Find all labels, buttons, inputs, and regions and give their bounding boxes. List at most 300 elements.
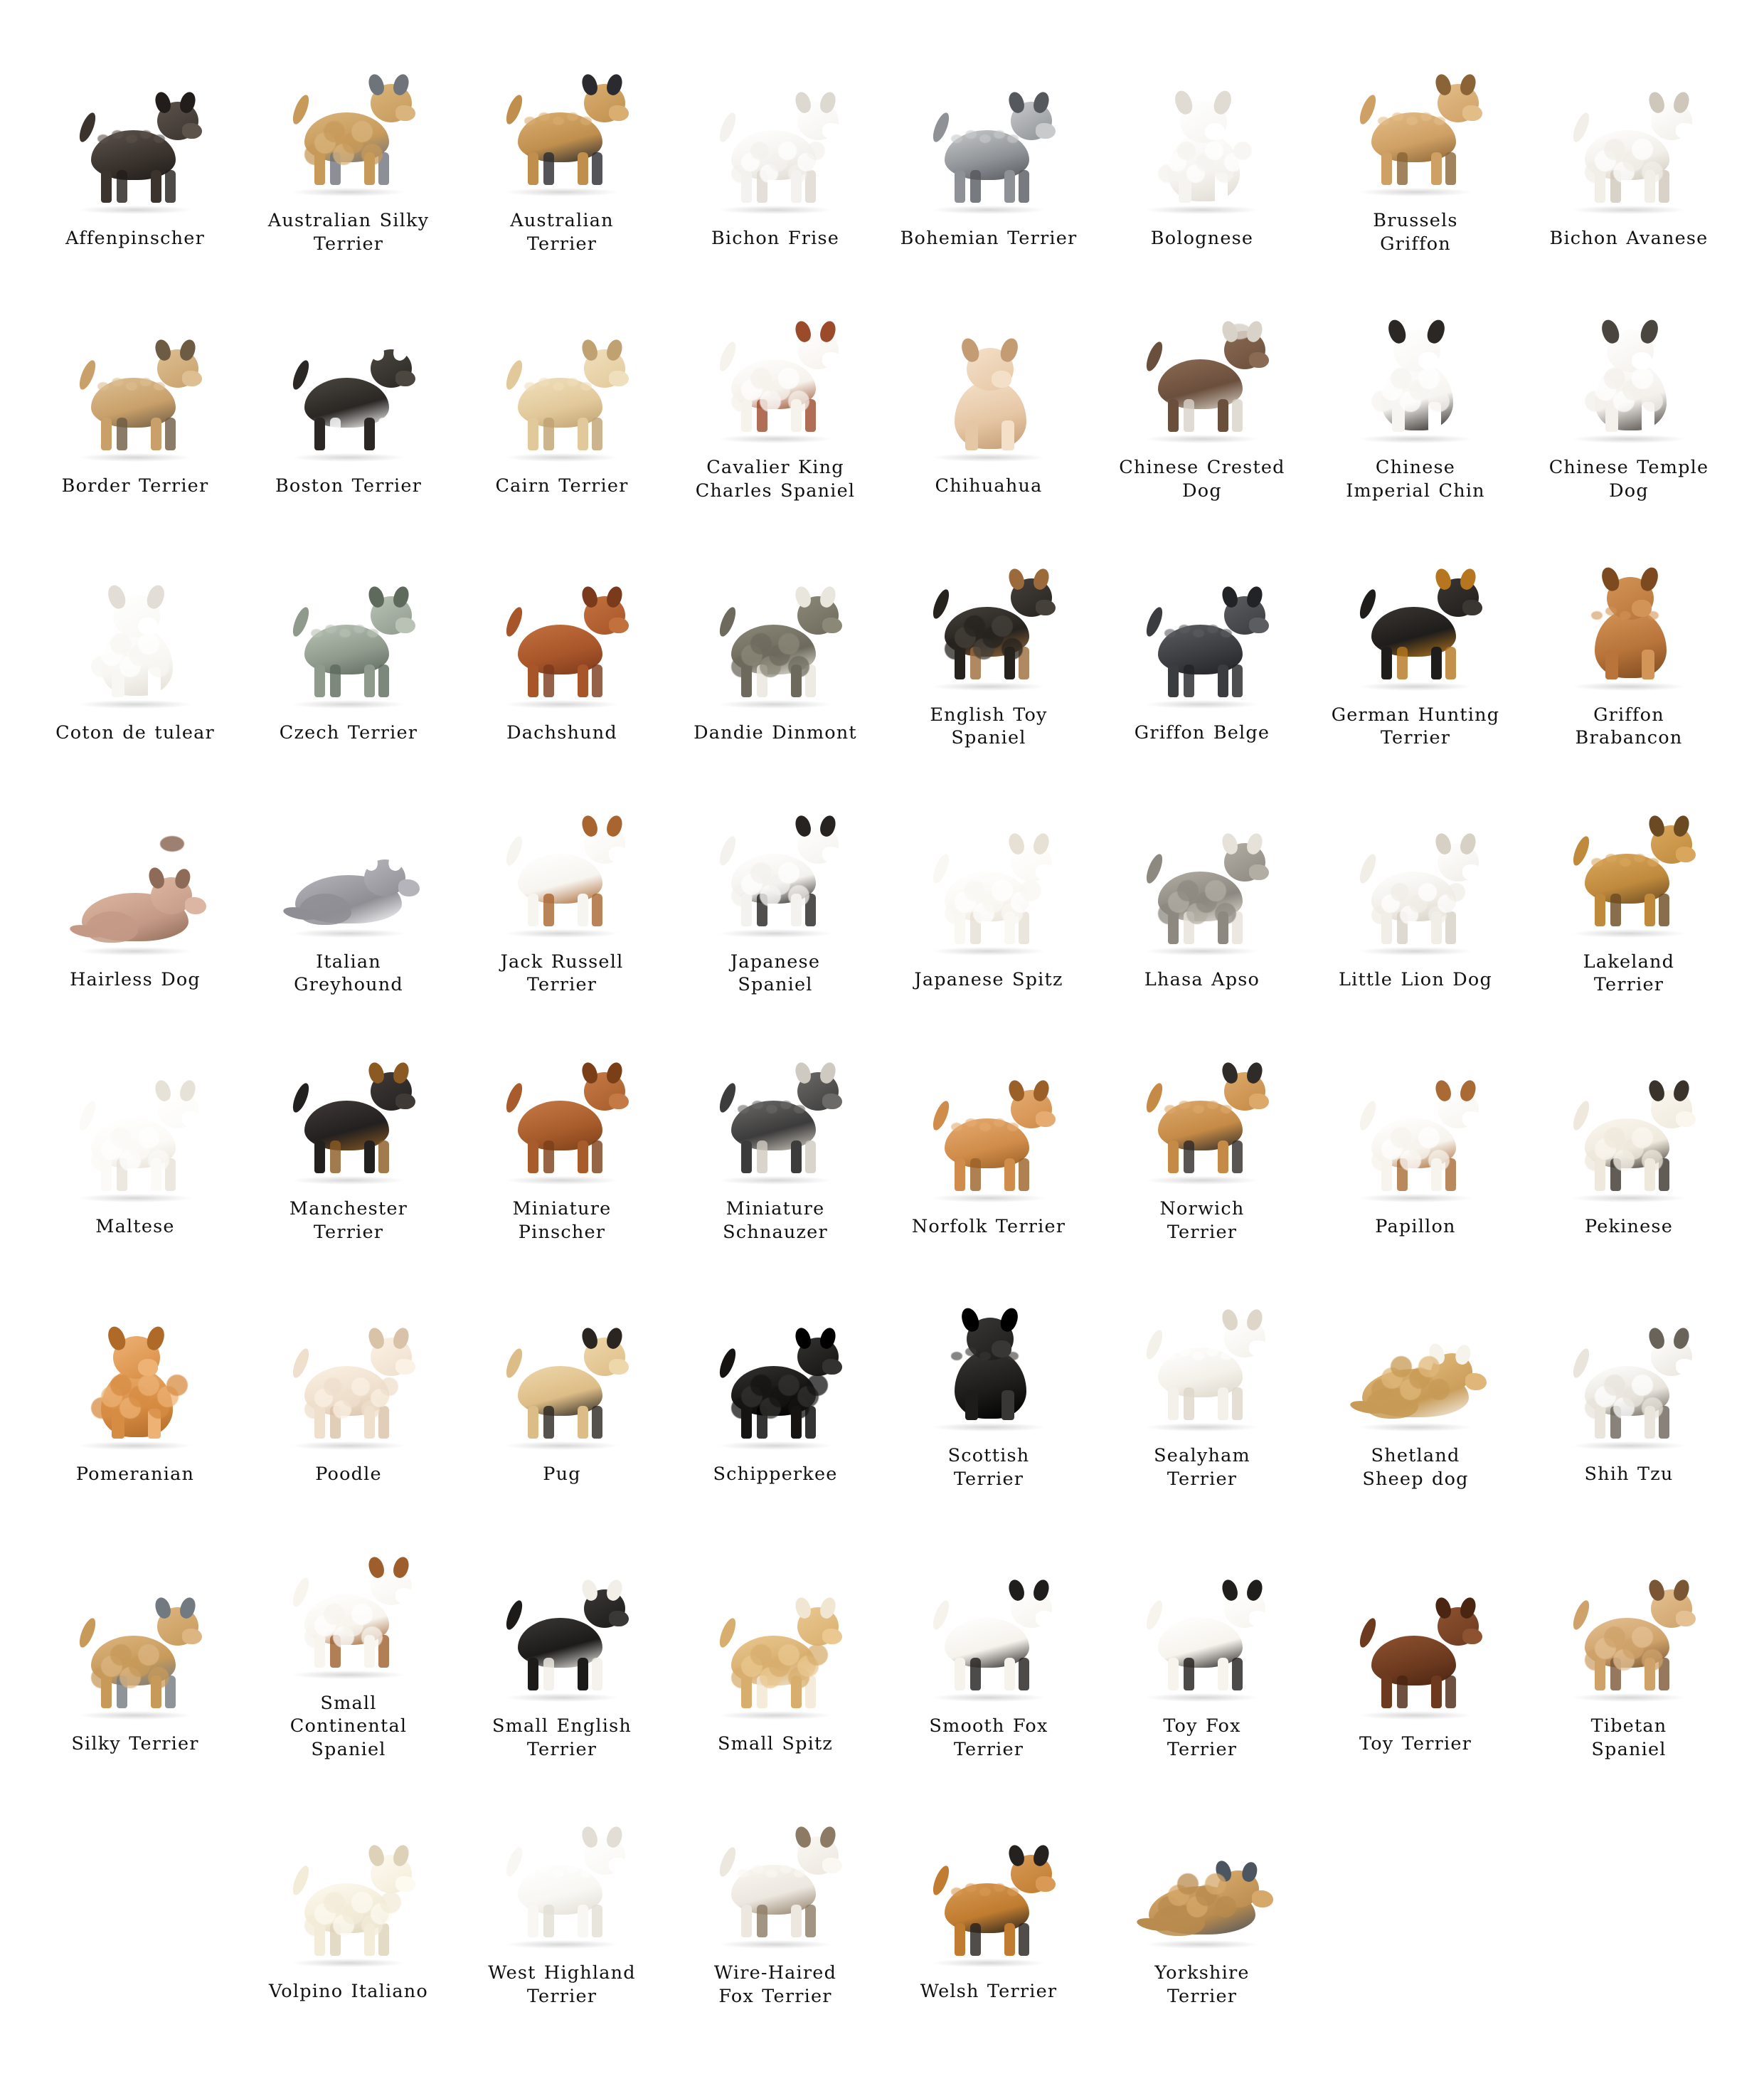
breed-image (886, 1256, 1091, 1434)
breed-label: Japanese Spaniel (730, 951, 821, 996)
breed-row (28, 21, 1736, 268)
ground-shadow (79, 1711, 191, 1720)
breed-label: Manchester Terrier (289, 1198, 408, 1243)
ground-shadow (79, 700, 191, 709)
breed-image (886, 1027, 1091, 1205)
breed-label: Chinese Crested Dog (1119, 457, 1285, 502)
breed-cell (669, 268, 882, 515)
dog-photo (1337, 1042, 1494, 1205)
breed-cell (1309, 1256, 1522, 1503)
breed-image (33, 780, 238, 958)
dog-photo (484, 548, 640, 711)
breed-image (33, 1027, 238, 1205)
breed-image (1313, 516, 1518, 694)
dog-photo (1551, 282, 1707, 446)
breed-image (1526, 763, 1731, 941)
dog-photo (697, 548, 854, 711)
dog-photo (1124, 548, 1280, 711)
dog-photo (270, 1024, 427, 1187)
breed-label: Lhasa Apso (1144, 969, 1260, 990)
breed-image (246, 1275, 451, 1453)
breed-cell (1522, 516, 1736, 763)
dog-photo (697, 1788, 854, 1952)
breed-cell (1095, 1774, 1309, 2021)
dog-photo (697, 53, 854, 217)
dog-photo (1551, 1541, 1707, 1705)
breed-image (1526, 1027, 1731, 1205)
dog-photo (57, 548, 213, 711)
breed-image (886, 39, 1091, 217)
breed-cell (455, 763, 669, 1010)
ground-shadow (1573, 929, 1685, 938)
breed-label: Yorkshire Terrier (1154, 1962, 1250, 2007)
breed-image (886, 1527, 1091, 1705)
breed-cell (28, 1010, 242, 1256)
ground-shadow (1359, 947, 1472, 956)
ground-shadow (719, 1940, 831, 1949)
breed-label: Pomeranian (75, 1463, 195, 1485)
breed-image (1313, 1027, 1518, 1205)
breed-label: Dachshund (506, 721, 617, 743)
breed-cell (242, 1010, 455, 1256)
breed-image (673, 1010, 878, 1187)
breed-cell (1095, 516, 1309, 763)
ground-shadow (1573, 1693, 1685, 1702)
breed-image (1526, 268, 1731, 446)
breed-label: Italian Greyhound (294, 951, 403, 996)
dog-photo (484, 301, 640, 465)
dog-photo (1124, 1271, 1280, 1434)
breed-cell (669, 516, 882, 763)
breed-row (28, 763, 1736, 1010)
breed-image (1313, 1545, 1518, 1722)
breed-image (459, 1275, 664, 1453)
breed-label: Hairless Dog (70, 969, 201, 990)
breed-cell (1095, 1504, 1309, 1774)
breed-cell (882, 1504, 1095, 1774)
breed-cell (1309, 268, 1522, 515)
breed-image (246, 287, 451, 465)
ground-shadow (292, 700, 405, 709)
breed-cell (242, 1774, 455, 2021)
breed-image (1100, 534, 1305, 711)
breed-cell (1522, 21, 1736, 268)
dog-photo (1337, 795, 1494, 958)
ground-shadow (79, 453, 191, 462)
breed-label: Wire-Haired Fox Terrier (713, 1962, 837, 2007)
breed-image (459, 1527, 664, 1705)
breed-label: Bichon Avanese (1549, 228, 1709, 250)
breed-cell (669, 1504, 882, 1774)
ground-shadow (1359, 1711, 1472, 1720)
dog-photo (484, 777, 640, 941)
dog-photo (910, 1042, 1067, 1205)
dog-photo (270, 1806, 427, 1970)
breed-image (459, 1010, 664, 1187)
dog-photo (57, 1289, 213, 1453)
breed-cell (669, 21, 882, 268)
breed-image (673, 1545, 878, 1722)
breed-image (246, 763, 451, 941)
breed-label: German Hunting Terrier (1331, 704, 1500, 749)
breed-row (28, 1504, 1736, 1774)
breed-label: Chinese Imperial Chin (1346, 457, 1485, 502)
breed-row (28, 1256, 1736, 1503)
ground-shadow (719, 1176, 831, 1185)
breed-label: Maltese (95, 1216, 175, 1238)
breed-image (1313, 780, 1518, 958)
dog-photo (270, 548, 427, 711)
ground-shadow (1573, 435, 1685, 443)
breed-cell (242, 763, 455, 1010)
breed-cell (1095, 1010, 1309, 1256)
ground-shadow (1573, 1194, 1685, 1202)
breed-image (246, 1792, 451, 1970)
breed-image (886, 516, 1091, 694)
ground-shadow (506, 929, 618, 938)
breed-label: Dandie Dinmont (694, 721, 857, 743)
breed-cell (242, 268, 455, 515)
dog-photo (57, 1042, 213, 1205)
breed-image (246, 534, 451, 711)
ground-shadow (506, 1693, 618, 1702)
breed-cell (1522, 1256, 1736, 1503)
ground-shadow (1146, 1176, 1258, 1185)
ground-shadow (292, 453, 405, 462)
dog-photo (1337, 530, 1494, 694)
breed-cell (242, 1504, 455, 1774)
breed-label: Bolognese (1150, 228, 1254, 250)
breed-row (28, 1010, 1736, 1256)
ground-shadow (1146, 435, 1258, 443)
breed-label: Shih Tzu (1584, 1463, 1674, 1485)
breed-image (673, 39, 878, 217)
dog-photo (910, 1806, 1067, 1970)
breed-label: Australian Silky Terrier (267, 210, 430, 255)
dog-photo (484, 1289, 640, 1453)
breed-cell (1095, 763, 1309, 1010)
dog-photo (1337, 282, 1494, 446)
breed-image (246, 21, 451, 199)
breed-label: Border Terrier (61, 475, 209, 497)
ground-shadow (1573, 682, 1685, 691)
breed-label: Welsh Terrier (920, 1980, 1058, 2002)
breed-image (33, 39, 238, 217)
dog-photo (697, 282, 854, 446)
breed-label: Papillon (1375, 1216, 1456, 1238)
dog-photo (910, 530, 1067, 694)
ground-shadow (292, 1671, 405, 1679)
breed-image (246, 1010, 451, 1187)
breed-cell (28, 1504, 242, 1774)
breed-label: Sealyham Terrier (1154, 1445, 1250, 1490)
ground-shadow (292, 188, 405, 196)
ground-shadow (1146, 947, 1258, 956)
breed-label: West Highland Terrier (488, 1962, 636, 2007)
dog-photo (484, 1788, 640, 1952)
breed-cell (242, 516, 455, 763)
breed-cell (455, 1256, 669, 1503)
ground-shadow (506, 1176, 618, 1185)
breed-image (459, 534, 664, 711)
breed-label: Japanese Spitz (914, 969, 1063, 990)
breed-image (1313, 21, 1518, 199)
breed-image (246, 1504, 451, 1682)
ground-shadow (933, 1423, 1045, 1431)
breed-label: Griffon Belge (1134, 721, 1270, 743)
dog-photo (484, 1024, 640, 1187)
dog-photo (57, 53, 213, 217)
breed-cell (455, 1774, 669, 2021)
breed-cell (1522, 1010, 1736, 1256)
breed-cell (669, 1774, 882, 2021)
breed-cell (28, 516, 242, 763)
ground-shadow (719, 1441, 831, 1450)
breed-image (886, 780, 1091, 958)
ground-shadow (933, 1693, 1045, 1702)
breed-cell (455, 21, 669, 268)
dog-photo (270, 777, 427, 941)
dog-photo (697, 1289, 854, 1453)
breed-cell (669, 763, 882, 1010)
ground-shadow (79, 206, 191, 214)
dog-photo (1124, 795, 1280, 958)
ground-shadow (292, 929, 405, 938)
ground-shadow (79, 947, 191, 956)
ground-shadow (719, 1711, 831, 1720)
ground-shadow (719, 435, 831, 443)
breed-cell (882, 516, 1095, 763)
breed-cell (882, 1256, 1095, 1503)
breed-image (459, 21, 664, 199)
breed-cell (882, 268, 1095, 515)
breed-cell (1095, 268, 1309, 515)
ground-shadow (933, 1959, 1045, 1967)
breed-label: Chinese Temple Dog (1548, 457, 1709, 502)
ground-shadow (933, 206, 1045, 214)
ground-shadow (292, 1959, 405, 1967)
breed-cell (1522, 1504, 1736, 1774)
breed-label: Tibetan Spaniel (1590, 1715, 1667, 1760)
breed-label: Norwich Terrier (1159, 1198, 1245, 1243)
ground-shadow (933, 1194, 1045, 1202)
breed-image (1313, 1256, 1518, 1434)
breed-label: Miniature Schnauzer (723, 1198, 828, 1243)
breed-row (28, 516, 1736, 763)
ground-shadow (1359, 682, 1472, 691)
breed-label: Small Continental Spaniel (289, 1692, 408, 1760)
ground-shadow (933, 682, 1045, 691)
ground-shadow (506, 1441, 618, 1450)
breed-label: Smooth Fox Terrier (929, 1715, 1048, 1760)
breed-label: Poodle (315, 1463, 382, 1485)
breed-image (1100, 39, 1305, 217)
dog-photo (1124, 282, 1280, 446)
breed-image (1100, 268, 1305, 446)
breed-cell (1309, 1010, 1522, 1256)
breed-label: Australian Terrier (510, 210, 614, 255)
ground-shadow (1146, 1940, 1258, 1949)
breed-cell (242, 21, 455, 268)
breed-cell (1095, 1256, 1309, 1503)
breed-label: Cairn Terrier (495, 475, 629, 497)
dog-photo (1337, 1559, 1494, 1722)
breed-cell (882, 763, 1095, 1010)
dog-photo (910, 301, 1067, 465)
dog-photo (1551, 1042, 1707, 1205)
dog-photo (697, 777, 854, 941)
breed-cell (28, 21, 242, 268)
breed-image (1526, 1275, 1731, 1453)
breed-label: Affenpinscher (65, 228, 205, 250)
breed-label: Coton de tulear (55, 721, 215, 743)
breed-image (673, 268, 878, 446)
breed-label: Shetland Sheep dog (1362, 1445, 1469, 1490)
dog-photo (270, 36, 427, 199)
breed-label: Griffon Brabancon (1575, 704, 1683, 749)
breed-cell (242, 1256, 455, 1503)
breed-image (1100, 1256, 1305, 1434)
breed-label: Small Spitz (717, 1733, 834, 1755)
breed-image (1100, 780, 1305, 958)
breed-image (1100, 1010, 1305, 1187)
breed-image (33, 534, 238, 711)
breed-label: Volpino Italiano (269, 1980, 428, 2002)
breed-label: Norfolk Terrier (911, 1216, 1066, 1238)
ground-shadow (1359, 435, 1472, 443)
breed-row (28, 1774, 1736, 2021)
ground-shadow (1359, 1423, 1472, 1431)
breed-label: Miniature Pinscher (512, 1198, 612, 1243)
breed-label: English Toy Spaniel (930, 704, 1048, 749)
breed-label: Pekinese (1584, 1216, 1673, 1238)
dog-photo (1124, 1541, 1280, 1705)
ground-shadow (506, 188, 618, 196)
breed-image (459, 287, 664, 465)
dog-photo (697, 1559, 854, 1722)
breed-label: Cavalier King Charles Spaniel (695, 457, 856, 502)
dog-photo (1551, 777, 1707, 941)
breed-image (1526, 39, 1731, 217)
breed-cell (669, 1010, 882, 1256)
ground-shadow (933, 947, 1045, 956)
breed-image (1313, 268, 1518, 446)
dog-photo (1551, 53, 1707, 217)
ground-shadow (933, 453, 1045, 462)
breed-image (1100, 1774, 1305, 1952)
breed-cell (882, 21, 1095, 268)
breed-label: Scottish Terrier (947, 1445, 1030, 1490)
breed-cell (1522, 763, 1736, 1010)
ground-shadow (1146, 1423, 1258, 1431)
breed-label: Bohemian Terrier (900, 228, 1078, 250)
ground-shadow (1146, 206, 1258, 214)
breed-label: Small English Terrier (492, 1715, 632, 1760)
breed-image (673, 1275, 878, 1453)
breed-cell (455, 1010, 669, 1256)
dog-photo (697, 1024, 854, 1187)
breed-image (673, 763, 878, 941)
ground-shadow (79, 1441, 191, 1450)
ground-shadow (1359, 188, 1472, 196)
dog-photo (1551, 530, 1707, 694)
dog-photo (57, 1559, 213, 1722)
breed-image (886, 1792, 1091, 1970)
breed-cell (1095, 21, 1309, 268)
ground-shadow (506, 1940, 618, 1949)
breed-cell (669, 1256, 882, 1503)
breed-image (673, 1774, 878, 1952)
breed-cell (455, 268, 669, 515)
breed-label: Toy Fox Terrier (1163, 1715, 1241, 1760)
breed-image (1526, 1527, 1731, 1705)
breed-cell (28, 763, 242, 1010)
breed-label: Jack Russell Terrier (500, 951, 624, 996)
breed-image (673, 534, 878, 711)
ground-shadow (719, 700, 831, 709)
dog-photo (910, 1271, 1067, 1434)
breed-label: Silky Terrier (71, 1733, 199, 1755)
dog-photo (1337, 36, 1494, 199)
ground-shadow (292, 1441, 405, 1450)
breed-label: Toy Terrier (1359, 1733, 1472, 1755)
dog-photo (484, 36, 640, 199)
breed-image (33, 287, 238, 465)
dog-photo (1124, 1788, 1280, 1952)
ground-shadow (506, 453, 618, 462)
breed-cell (28, 268, 242, 515)
ground-shadow (719, 206, 831, 214)
breed-image (459, 763, 664, 941)
breed-image (886, 287, 1091, 465)
breed-cell (455, 1504, 669, 1774)
breed-label: Lakeland Terrier (1583, 951, 1675, 996)
breed-cell (1309, 21, 1522, 268)
breed-label: Little Lion Dog (1338, 969, 1493, 990)
dog-photo (270, 301, 427, 465)
breed-label: Czech Terrier (279, 721, 418, 743)
breed-cell (28, 1256, 242, 1503)
breed-image (1526, 516, 1731, 694)
ground-shadow (1146, 700, 1258, 709)
dog-photo (270, 1518, 427, 1682)
breed-image (33, 1545, 238, 1722)
breed-label: Schipperkee (713, 1463, 838, 1485)
dog-photo (1551, 1289, 1707, 1453)
ground-shadow (1359, 1194, 1472, 1202)
breed-label: Boston Terrier (275, 475, 423, 497)
breed-cell (1522, 268, 1736, 515)
breed-label: Bichon Frise (711, 228, 840, 250)
breed-row (28, 268, 1736, 515)
dog-photo (270, 1289, 427, 1453)
ground-shadow (1146, 1693, 1258, 1702)
dog-photo (910, 53, 1067, 217)
breed-image (459, 1774, 664, 1952)
breed-cell (882, 1010, 1095, 1256)
breed-label: Chihuahua (935, 475, 1043, 497)
dog-photo (910, 795, 1067, 958)
ground-shadow (1573, 1441, 1685, 1450)
breed-label: Brussels Griffon (1373, 210, 1458, 255)
dog-photo (1124, 1024, 1280, 1187)
ground-shadow (79, 1194, 191, 1202)
breed-grid (28, 21, 1736, 2021)
ground-shadow (292, 1176, 405, 1185)
ground-shadow (1573, 206, 1685, 214)
breed-cell (455, 516, 669, 763)
breed-label: Pug (543, 1463, 581, 1485)
